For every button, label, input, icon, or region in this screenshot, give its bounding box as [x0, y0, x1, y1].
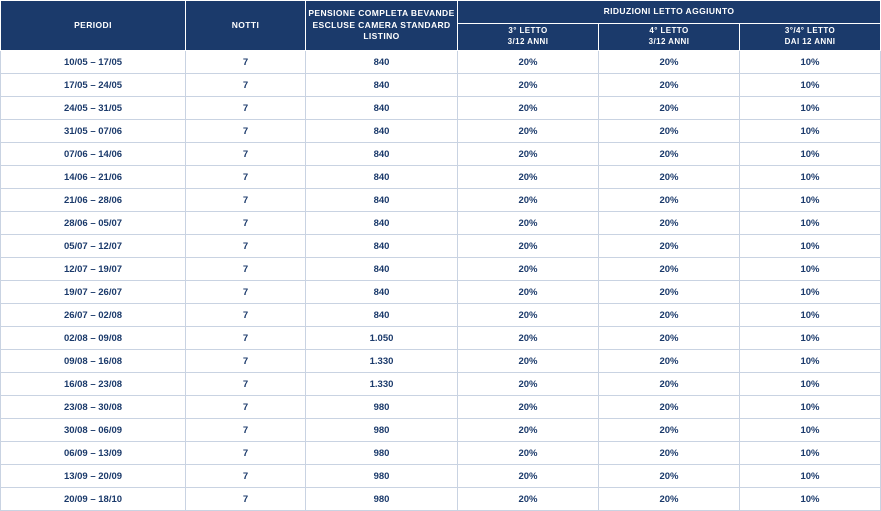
- cell-notti: 7: [186, 373, 306, 396]
- cell-periodo: 02/08 – 09/08: [1, 327, 186, 350]
- cell-quarto-letto: 20%: [599, 465, 740, 488]
- cell-terzo-quarto-letto: 10%: [740, 465, 881, 488]
- table-row: [1, 51, 881, 74]
- cell-prezzo: 840: [306, 97, 458, 120]
- cell-terzo-letto: 20%: [458, 304, 599, 327]
- cell-terzo-quarto-letto: 10%: [740, 327, 881, 350]
- cell-notti: 7: [186, 465, 306, 488]
- cell-quarto-letto: 20%: [599, 51, 740, 74]
- table-body: [1, 51, 881, 511]
- header-riduzioni-letto-aggiunto: RIDUZIONI LETTO AGGIUNTO: [458, 1, 881, 24]
- cell-periodo: 24/05 – 31/05: [1, 97, 186, 120]
- cell-notti: 7: [186, 166, 306, 189]
- cell-terzo-letto: 20%: [458, 166, 599, 189]
- cell-notti: 7: [186, 281, 306, 304]
- cell-terzo-quarto-letto: 10%: [740, 51, 881, 74]
- cell-prezzo: 980: [306, 465, 458, 488]
- cell-prezzo: 980: [306, 442, 458, 465]
- cell-terzo-quarto-letto: 10%: [740, 166, 881, 189]
- cell-prezzo: 840: [306, 212, 458, 235]
- cell-terzo-letto: 20%: [458, 74, 599, 97]
- cell-terzo-quarto-letto: 10%: [740, 419, 881, 442]
- cell-quarto-letto: 20%: [599, 488, 740, 511]
- cell-prezzo: 840: [306, 189, 458, 212]
- cell-terzo-quarto-letto: 10%: [740, 258, 881, 281]
- header-terzo-letto-title: 3° LETTO: [508, 26, 548, 36]
- cell-terzo-quarto-letto: 10%: [740, 120, 881, 143]
- cell-notti: 7: [186, 189, 306, 212]
- header-periodi: PERIODI: [1, 1, 186, 51]
- header-terzo-letto-subtitle: 3/12 ANNI: [507, 37, 549, 46]
- cell-quarto-letto: 20%: [599, 327, 740, 350]
- cell-prezzo: 1.330: [306, 350, 458, 373]
- table-row: [1, 419, 881, 442]
- table-row: [1, 327, 881, 350]
- table-row: [1, 442, 881, 465]
- cell-notti: 7: [186, 212, 306, 235]
- cell-notti: 7: [186, 304, 306, 327]
- cell-quarto-letto: 20%: [599, 235, 740, 258]
- cell-periodo: 10/05 – 17/05: [1, 51, 186, 74]
- cell-notti: 7: [186, 396, 306, 419]
- table-row: [1, 235, 881, 258]
- cell-terzo-letto: 20%: [458, 97, 599, 120]
- cell-quarto-letto: 20%: [599, 419, 740, 442]
- cell-periodo: 12/07 – 19/07: [1, 258, 186, 281]
- cell-prezzo: 1.050: [306, 327, 458, 350]
- cell-terzo-letto: 20%: [458, 350, 599, 373]
- table-row: [1, 465, 881, 488]
- cell-quarto-letto: 20%: [599, 281, 740, 304]
- cell-terzo-quarto-letto: 10%: [740, 74, 881, 97]
- cell-quarto-letto: 20%: [599, 442, 740, 465]
- cell-terzo-quarto-letto: 10%: [740, 373, 881, 396]
- cell-periodo: 30/08 – 06/09: [1, 419, 186, 442]
- cell-notti: 7: [186, 442, 306, 465]
- cell-terzo-quarto-letto: 10%: [740, 97, 881, 120]
- cell-notti: 7: [186, 51, 306, 74]
- cell-terzo-letto: 20%: [458, 396, 599, 419]
- cell-periodo: 21/06 – 28/06: [1, 189, 186, 212]
- cell-periodo: 26/07 – 02/08: [1, 304, 186, 327]
- cell-prezzo: 840: [306, 281, 458, 304]
- table-row: [1, 281, 881, 304]
- header-terzo-quarto-letto-subtitle: DAI 12 ANNI: [784, 37, 836, 46]
- cell-terzo-quarto-letto: 10%: [740, 442, 881, 465]
- header-quarto-letto: [599, 24, 740, 51]
- cell-periodo: 13/09 – 20/09: [1, 465, 186, 488]
- cell-quarto-letto: 20%: [599, 258, 740, 281]
- cell-prezzo: 980: [306, 396, 458, 419]
- cell-prezzo: 980: [306, 419, 458, 442]
- cell-notti: 7: [186, 143, 306, 166]
- table-row: [1, 74, 881, 97]
- cell-periodo: 07/06 – 14/06: [1, 143, 186, 166]
- table-row: [1, 189, 881, 212]
- cell-terzo-quarto-letto: 10%: [740, 143, 881, 166]
- cell-terzo-letto: 20%: [458, 51, 599, 74]
- cell-terzo-letto: 20%: [458, 465, 599, 488]
- cell-terzo-letto: 20%: [458, 373, 599, 396]
- header-pensione-completa: PENSIONE COMPLETA BEVANDE ESCLUSE CAMERA STANDARD LISTINO: [306, 1, 458, 51]
- cell-quarto-letto: 20%: [599, 143, 740, 166]
- cell-terzo-quarto-letto: 10%: [740, 350, 881, 373]
- cell-periodo: 14/06 – 21/06: [1, 166, 186, 189]
- header-notti: NOTTI: [186, 1, 306, 51]
- table-row: [1, 373, 881, 396]
- cell-quarto-letto: 20%: [599, 120, 740, 143]
- cell-notti: 7: [186, 258, 306, 281]
- cell-terzo-quarto-letto: 10%: [740, 304, 881, 327]
- cell-quarto-letto: 20%: [599, 166, 740, 189]
- cell-prezzo: 840: [306, 258, 458, 281]
- cell-quarto-letto: 20%: [599, 74, 740, 97]
- cell-terzo-letto: 20%: [458, 281, 599, 304]
- table-row: [1, 488, 881, 511]
- cell-quarto-letto: 20%: [599, 350, 740, 373]
- header-quarto-letto-subtitle: 3/12 ANNI: [648, 37, 690, 46]
- cell-terzo-quarto-letto: 10%: [740, 396, 881, 419]
- table-row: [1, 166, 881, 189]
- cell-terzo-letto: 20%: [458, 488, 599, 511]
- cell-notti: 7: [186, 97, 306, 120]
- table-row: [1, 258, 881, 281]
- cell-notti: 7: [186, 488, 306, 511]
- cell-periodo: 09/08 – 16/08: [1, 350, 186, 373]
- cell-periodo: 28/06 – 05/07: [1, 212, 186, 235]
- cell-periodo: 23/08 – 30/08: [1, 396, 186, 419]
- cell-notti: 7: [186, 74, 306, 97]
- cell-quarto-letto: 20%: [599, 373, 740, 396]
- cell-notti: 7: [186, 327, 306, 350]
- cell-terzo-letto: 20%: [458, 143, 599, 166]
- cell-prezzo: 980: [306, 488, 458, 511]
- cell-prezzo: 1.330: [306, 373, 458, 396]
- cell-quarto-letto: 20%: [599, 97, 740, 120]
- cell-terzo-quarto-letto: 10%: [740, 189, 881, 212]
- header-terzo-quarto-letto: [740, 24, 881, 51]
- header-terzo-letto: [458, 24, 599, 51]
- table-row: [1, 304, 881, 327]
- header-terzo-quarto-letto-title: 3°/4° LETTO: [784, 26, 836, 36]
- cell-quarto-letto: 20%: [599, 396, 740, 419]
- cell-terzo-letto: 20%: [458, 258, 599, 281]
- cell-periodo: 19/07 – 26/07: [1, 281, 186, 304]
- table-row: [1, 97, 881, 120]
- cell-notti: 7: [186, 419, 306, 442]
- cell-periodo: 31/05 – 07/06: [1, 120, 186, 143]
- cell-notti: 7: [186, 350, 306, 373]
- table-row: [1, 143, 881, 166]
- cell-terzo-letto: 20%: [458, 235, 599, 258]
- cell-prezzo: 840: [306, 74, 458, 97]
- cell-periodo: 06/09 – 13/09: [1, 442, 186, 465]
- cell-prezzo: 840: [306, 51, 458, 74]
- cell-quarto-letto: 20%: [599, 189, 740, 212]
- cell-notti: 7: [186, 120, 306, 143]
- table-row: [1, 212, 881, 235]
- table-row: [1, 350, 881, 373]
- cell-terzo-letto: 20%: [458, 212, 599, 235]
- cell-periodo: 16/08 – 23/08: [1, 373, 186, 396]
- cell-terzo-quarto-letto: 10%: [740, 488, 881, 511]
- table-row: [1, 396, 881, 419]
- cell-prezzo: 840: [306, 235, 458, 258]
- cell-prezzo: 840: [306, 120, 458, 143]
- cell-prezzo: 840: [306, 304, 458, 327]
- header-quarto-letto-title: 4° LETTO: [649, 26, 689, 36]
- cell-terzo-letto: 20%: [458, 189, 599, 212]
- cell-quarto-letto: 20%: [599, 304, 740, 327]
- cell-periodo: 17/05 – 24/05: [1, 74, 186, 97]
- cell-terzo-letto: 20%: [458, 120, 599, 143]
- cell-terzo-quarto-letto: 10%: [740, 235, 881, 258]
- cell-periodo: 05/07 – 12/07: [1, 235, 186, 258]
- cell-terzo-quarto-letto: 10%: [740, 212, 881, 235]
- cell-terzo-quarto-letto: 10%: [740, 281, 881, 304]
- cell-notti: 7: [186, 235, 306, 258]
- cell-periodo: 20/09 – 18/10: [1, 488, 186, 511]
- cell-prezzo: 840: [306, 166, 458, 189]
- cell-prezzo: 840: [306, 143, 458, 166]
- cell-quarto-letto: 20%: [599, 212, 740, 235]
- cell-terzo-letto: 20%: [458, 327, 599, 350]
- cell-terzo-letto: 20%: [458, 442, 599, 465]
- cell-terzo-letto: 20%: [458, 419, 599, 442]
- table-header: [1, 1, 881, 51]
- table-row: [1, 120, 881, 143]
